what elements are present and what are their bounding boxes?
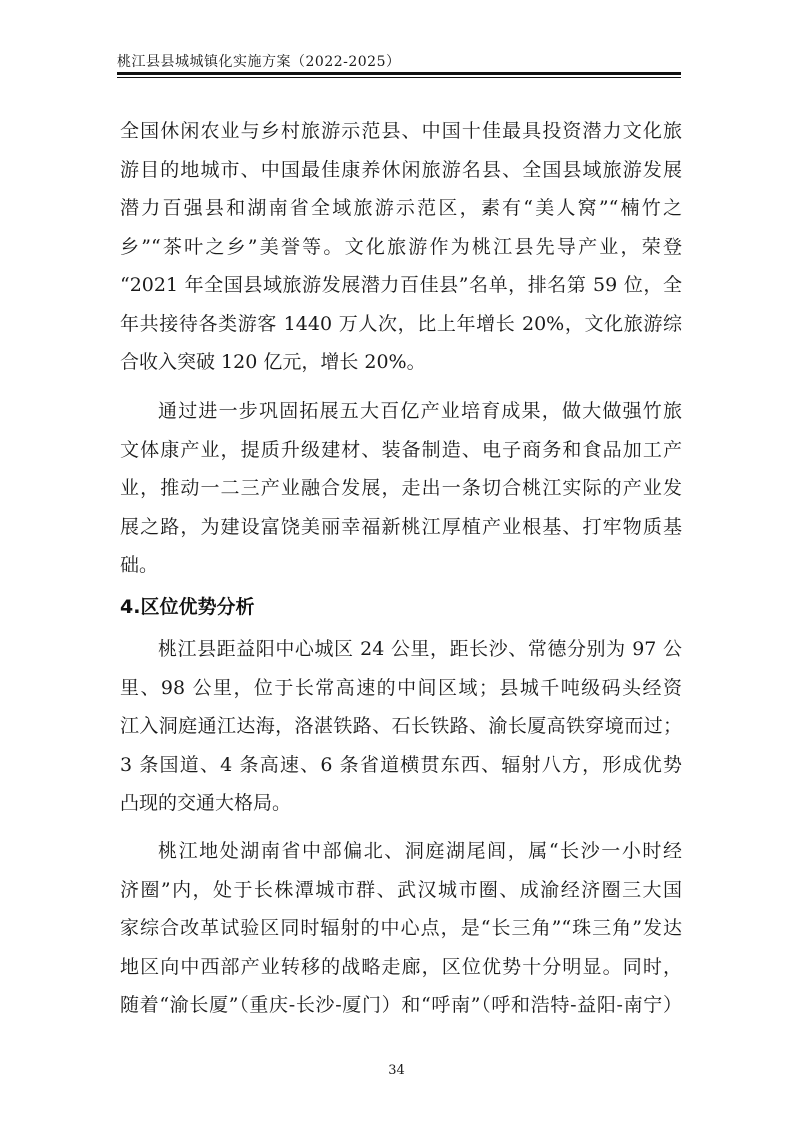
header-rule-thick bbox=[117, 72, 681, 75]
text-line: “2021 年全国县域旅游发展潜力百佳县”名单，排名第 59 位，全 bbox=[120, 274, 682, 296]
text-line: 全国休闲农业与乡村旅游示范县、中国十佳最具投资潜力文化旅 bbox=[120, 120, 682, 142]
text-line: 里、98 公里，位于长常高速的中间区域；县城千吨级码头经资 bbox=[120, 676, 682, 699]
text-line: 潜力百强县和湖南省全域旅游示范区，素有“美人窝”“楠竹之 bbox=[120, 197, 682, 219]
text-line: 文体康产业，提质升级建材、装备制造、电子商务和食品加工产 bbox=[120, 438, 682, 461]
section-heading: 4.区位优势分析 bbox=[120, 596, 255, 618]
text-line: 础。 bbox=[120, 554, 159, 576]
running-header: 桃江县县城城镇化实施方案（2022-2025） bbox=[117, 54, 401, 70]
text-line: 桃江地处湖南省中部偏北、洞庭湖尾闾，属“长沙一小时经 bbox=[158, 840, 682, 862]
text-line: 业，推动一二三产业融合发展，走出一条切合桃江实际的产业发 bbox=[120, 477, 682, 499]
text-line: 济圈”内，处于长株潭城市群、武汉城市圈、成渝经济圈三大国 bbox=[120, 878, 682, 901]
text-line: 3 条国道、4 条高速、6 条省道横贯东西、辐射八方，形成优势 bbox=[120, 753, 682, 776]
text-line: 随着“渝长厦”（重庆-长沙-厦门）和“呼南”（呼和浩特-益阳-南宁） bbox=[120, 994, 682, 1016]
paragraph-industry bbox=[120, 392, 682, 585]
text-line: 桃江县距益阳中心城区 24 公里，距长沙、常德分别为 97 公 bbox=[158, 638, 682, 660]
text-line: 地区向中西部产业转移的战略走廊，区位优势十分明显。同时， bbox=[120, 955, 682, 978]
text-line: 年共接待各类游客 1440 万人次，比上年增长 20%，文化旅游综 bbox=[120, 312, 682, 335]
text-line: 展之路，为建设富饶美丽幸福新桃江厚植产业根基、打牢物质基 bbox=[120, 515, 682, 538]
paragraph-location bbox=[120, 832, 682, 1025]
text-line: 凸现的交通大格局。 bbox=[120, 792, 292, 814]
text-line: 游目的地城市、中国最佳康养休闲旅游名县、全国县域旅游发展 bbox=[120, 158, 682, 181]
text-line: 合收入突破 120 亿元，增长 20%。 bbox=[120, 351, 426, 373]
text-line: 家综合改革试验区同时辐射的中心点，是“长三角”“珠三角”发达 bbox=[120, 917, 682, 939]
paragraph-tourism bbox=[120, 112, 682, 382]
text-line: 通过进一步巩固拓展五大百亿产业培育成果，做大做强竹旅 bbox=[158, 400, 682, 422]
text-line: 江入洞庭通江达海，洛湛铁路、石长铁路、渝长厦高铁穿境而过； bbox=[120, 715, 682, 737]
paragraph-transport bbox=[120, 630, 682, 823]
page-number: 34 bbox=[388, 1063, 405, 1078]
text-line: 乡”“茶叶之乡”美誉等。文化旅游作为桃江县先导产业，荣登 bbox=[120, 235, 682, 258]
header-rule-thin bbox=[117, 77, 681, 78]
